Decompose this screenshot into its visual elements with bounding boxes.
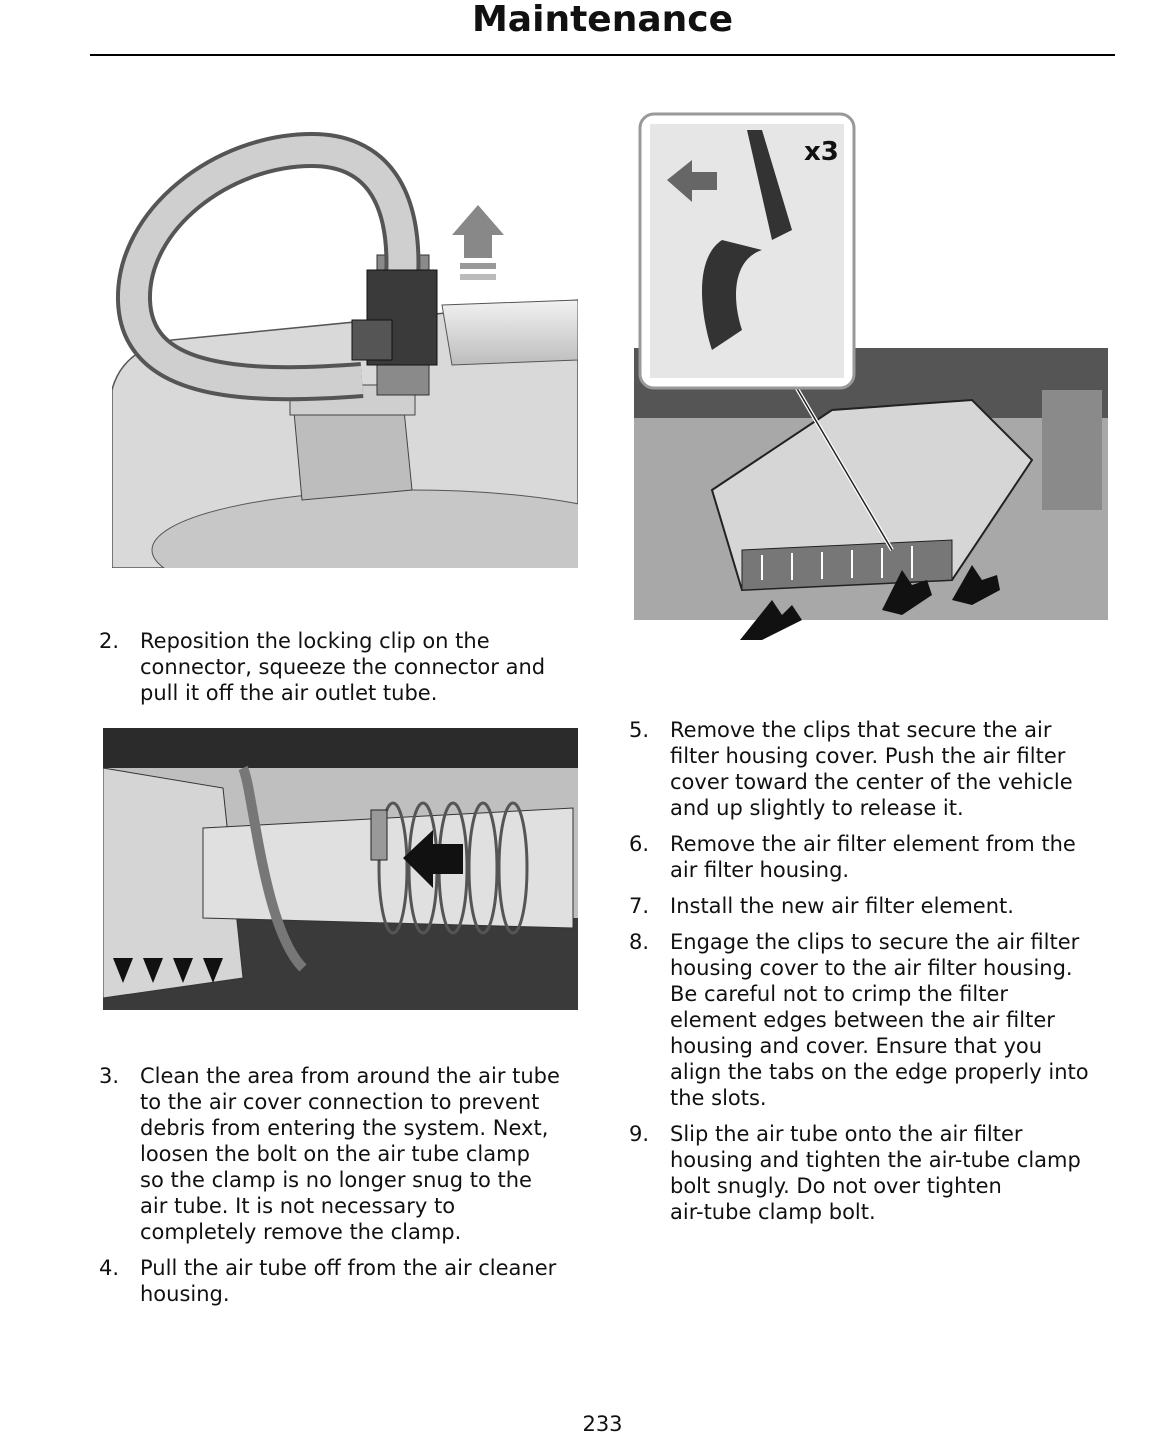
- step-text: Slip the air tube onto the air filter housing and tighten the air-tube clamp bolt snugly. Do not over tighten air-tube clamp bolt.: [670, 1122, 1081, 1224]
- header-divider: [90, 54, 1115, 56]
- step-number: 8.: [629, 930, 650, 954]
- step-number: 9.: [629, 1122, 650, 1146]
- x3-callout: x3: [804, 137, 839, 167]
- step-text: Engage the clips to secure the air filter housing cover to the air filter housing. Be careful not to crimp the filter element edges between the air filter housing and cover. Ensure that you align the tabs on the edge properly into the slots.: [670, 930, 1089, 1110]
- step-number: 4.: [99, 1256, 120, 1280]
- step-number: 3.: [99, 1064, 120, 1088]
- step-number: 5.: [629, 718, 650, 742]
- connector-figure: [112, 130, 578, 568]
- step-number: 7.: [629, 894, 650, 918]
- step-text: Reposition the locking clip on the connector, squeeze the connector and pull it off the air outlet tube.: [140, 629, 546, 705]
- step-text: Remove the air filter element from the air filter housing.: [670, 832, 1076, 882]
- step-text: Remove the clips that secure the air filter housing cover. Push the air filter cover toward the center of the vehicle and up slightly to release it.: [670, 718, 1073, 820]
- air-filter-figure: [632, 110, 1110, 640]
- step-number: 2.: [99, 629, 120, 653]
- page-number: 233: [582, 1412, 623, 1436]
- step-text: Pull the air tube off from the air cleaner housing.: [140, 1256, 557, 1306]
- step-text: Clean the area from around the air tube to the air cover connection to prevent debris from entering the system. Next, loosen the bolt on the air tube clamp so the clamp is no longer snug to the air tube. It is not necessary to completely remove the clamp.: [140, 1064, 560, 1244]
- page-title: Maintenance: [471, 0, 734, 40]
- step-text: Install the new air filter element.: [670, 894, 1014, 918]
- step-number: 6.: [629, 832, 650, 856]
- air-tube-figure: [103, 728, 578, 1010]
